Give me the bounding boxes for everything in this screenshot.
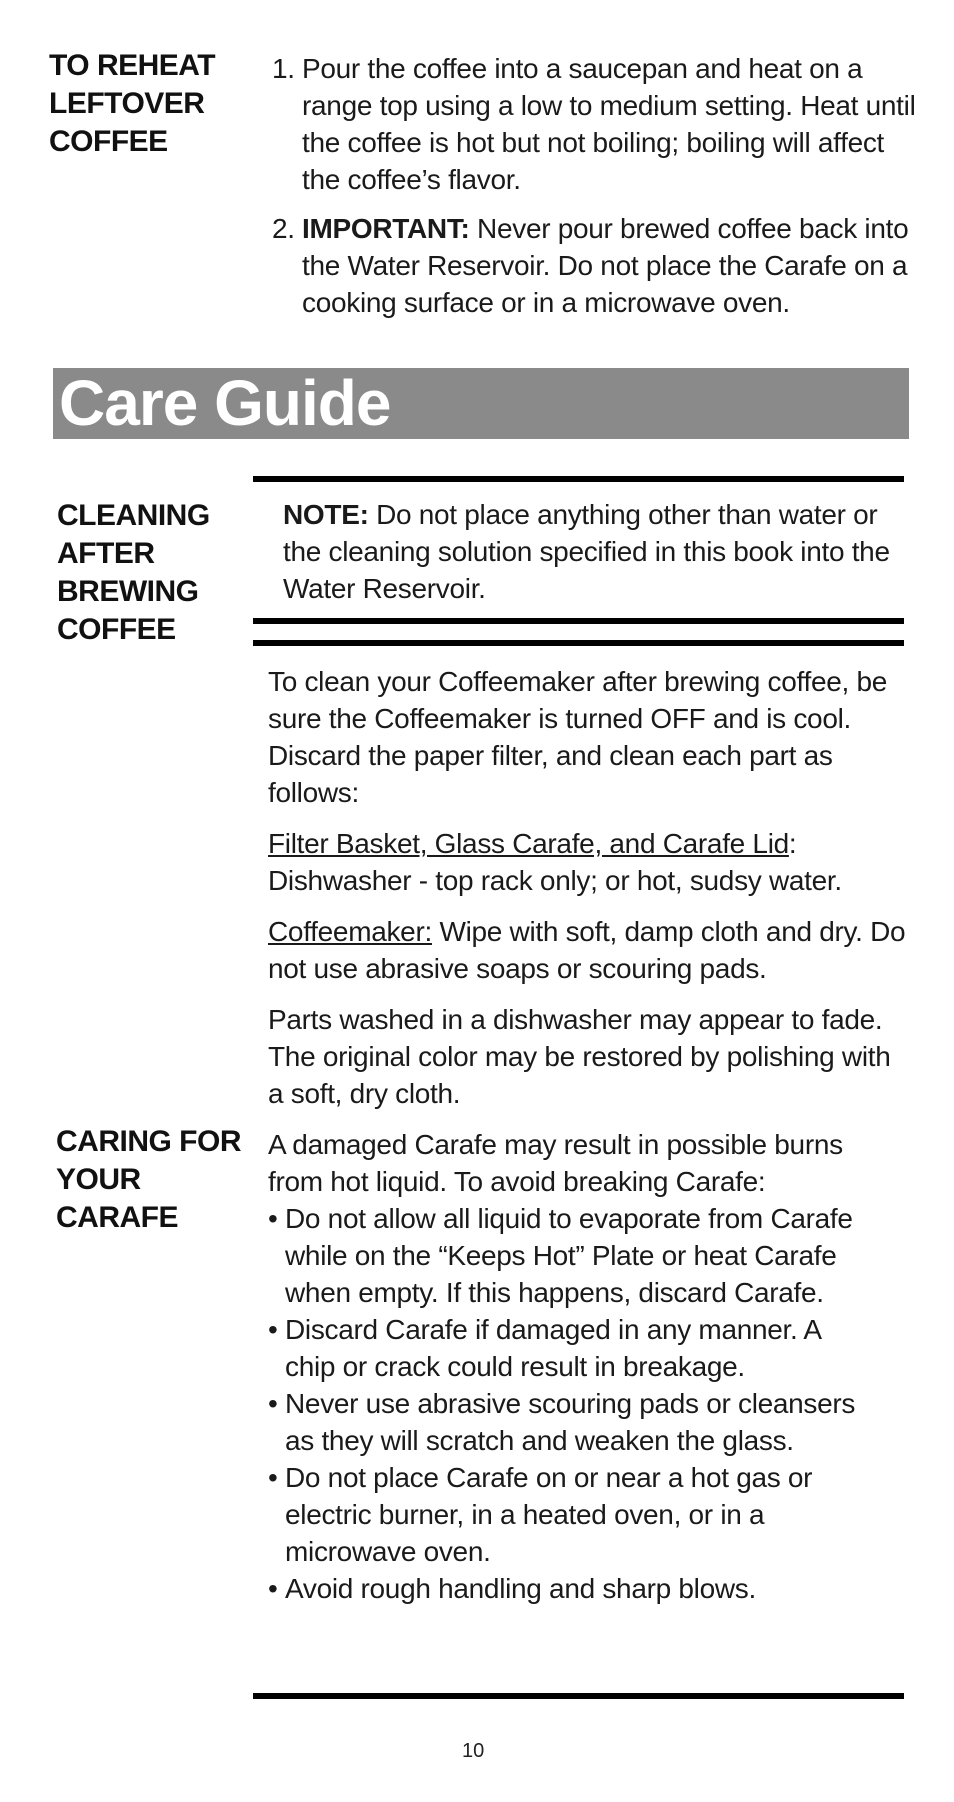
bullet-dot: • bbox=[268, 1388, 278, 1419]
cleaning-heading-line-4: COFFEE bbox=[57, 613, 176, 646]
care-guide-title: Care Guide bbox=[59, 367, 391, 439]
cleaning-parts bbox=[268, 825, 908, 899]
cleaning-heading-line-1: CLEANING bbox=[57, 499, 210, 532]
cleaning-coffeemaker-text: Wipe with soft, damp cloth and dry. Do not use abrasive soaps or scouring pads. bbox=[268, 916, 906, 984]
carafe-bullet-list bbox=[268, 1200, 868, 1607]
reheat-step-2-important-label: IMPORTANT: bbox=[302, 213, 470, 244]
cleaning-heading-line-2: AFTER bbox=[57, 537, 155, 570]
reheat-step-1-text: Pour the coffee into a saucepan and heat on a range top using a low to medium setting. Heat until the coffee is hot but not boiling; boiling will affect the coffee’s flavor. bbox=[302, 53, 916, 195]
reheat-step-1-number: 1. bbox=[272, 53, 295, 84]
carafe-bullet-1 bbox=[268, 1200, 868, 1311]
carafe-heading bbox=[56, 1123, 266, 1237]
note-bottom-rule-1 bbox=[253, 618, 904, 624]
page-number: 10 bbox=[462, 1740, 485, 1762]
carafe-heading-line-1: CARING FOR bbox=[56, 1125, 241, 1158]
carafe-bullet-1-text: Do not allow all liquid to evaporate from Carafe while on the “Keeps Hot” Plate or heat Carafe when empty. If this happens, discard Carafe. bbox=[285, 1203, 853, 1308]
carafe-bullet-3-text: Never use abrasive scouring pads or cleansers as they will scratch and weaken the glass. bbox=[285, 1388, 856, 1456]
bullet-dot: • bbox=[268, 1462, 278, 1493]
cleaning-heading-line-3: BREWING bbox=[57, 575, 199, 608]
note-top-rule bbox=[253, 476, 904, 482]
carafe-body bbox=[268, 1126, 868, 1607]
carafe-bullet-2 bbox=[268, 1311, 868, 1385]
cleaning-coffeemaker bbox=[268, 913, 908, 987]
reheat-heading-line-2: LEFTOVER bbox=[49, 87, 205, 120]
note-bottom-rule-2 bbox=[253, 640, 904, 646]
carafe-bottom-rule bbox=[253, 1693, 904, 1699]
note-text: Do not place anything other than water or the cleaning solution specified in this book into the Water Reservoir. bbox=[283, 499, 890, 604]
cleaning-parts-label: Filter Basket, Glass Carafe, and Carafe Lid bbox=[268, 828, 789, 859]
reheat-heading-line-3: COFFEE bbox=[49, 125, 168, 158]
cleaning-parts-text: : Dishwasher - top rack only; or hot, sudsy water. bbox=[268, 828, 842, 896]
reheat-steps bbox=[272, 50, 916, 333]
reheat-step-2-text: Never pour brewed coffee back into the Water Reservoir. Do not place the Carafe on a cooking surface or in a microwave oven. bbox=[302, 213, 909, 318]
bullet-dot: • bbox=[268, 1314, 278, 1345]
carafe-bullet-5-text: Avoid rough handling and sharp blows. bbox=[285, 1573, 756, 1604]
cleaning-intro: To clean your Coffeemaker after brewing coffee, be sure the Coffeemaker is turned OFF and is cool. Discard the paper filter, and clean each part as follows: bbox=[268, 666, 887, 808]
carafe-bullet-2-text: Discard Carafe if damaged in any manner. A chip or crack could result in breakage. bbox=[285, 1314, 821, 1382]
carafe-intro: A damaged Carafe may result in possible burns from hot liquid. To avoid breaking Carafe: bbox=[268, 1129, 843, 1197]
note-box bbox=[283, 496, 898, 607]
cleaning-coffeemaker-label: Coffeemaker: bbox=[268, 916, 432, 947]
carafe-bullet-3 bbox=[268, 1385, 868, 1459]
reheat-step-1 bbox=[272, 50, 916, 198]
care-guide-banner bbox=[53, 368, 909, 439]
bullet-dot: • bbox=[268, 1573, 278, 1604]
reheat-step-2 bbox=[272, 210, 916, 321]
carafe-heading-line-2: YOUR CARAFE bbox=[56, 1163, 178, 1234]
cleaning-fade-note: Parts washed in a dishwasher may appear to fade. The original color may be restored by polishing with a soft, dry cloth. bbox=[268, 1004, 891, 1109]
cleaning-heading bbox=[57, 497, 257, 649]
carafe-bullet-4-text: Do not place Carafe on or near a hot gas or electric burner, in a heated oven, or in a microwave oven. bbox=[285, 1462, 813, 1567]
cleaning-body bbox=[268, 663, 908, 1126]
carafe-bullet-4 bbox=[268, 1459, 868, 1570]
reheat-step-2-number: 2. bbox=[272, 213, 295, 244]
reheat-heading-line-1: TO REHEAT bbox=[49, 49, 216, 82]
reheat-heading bbox=[49, 47, 249, 161]
carafe-bullet-5 bbox=[268, 1570, 868, 1607]
bullet-dot: • bbox=[268, 1203, 278, 1234]
note-label: NOTE: bbox=[283, 499, 369, 530]
